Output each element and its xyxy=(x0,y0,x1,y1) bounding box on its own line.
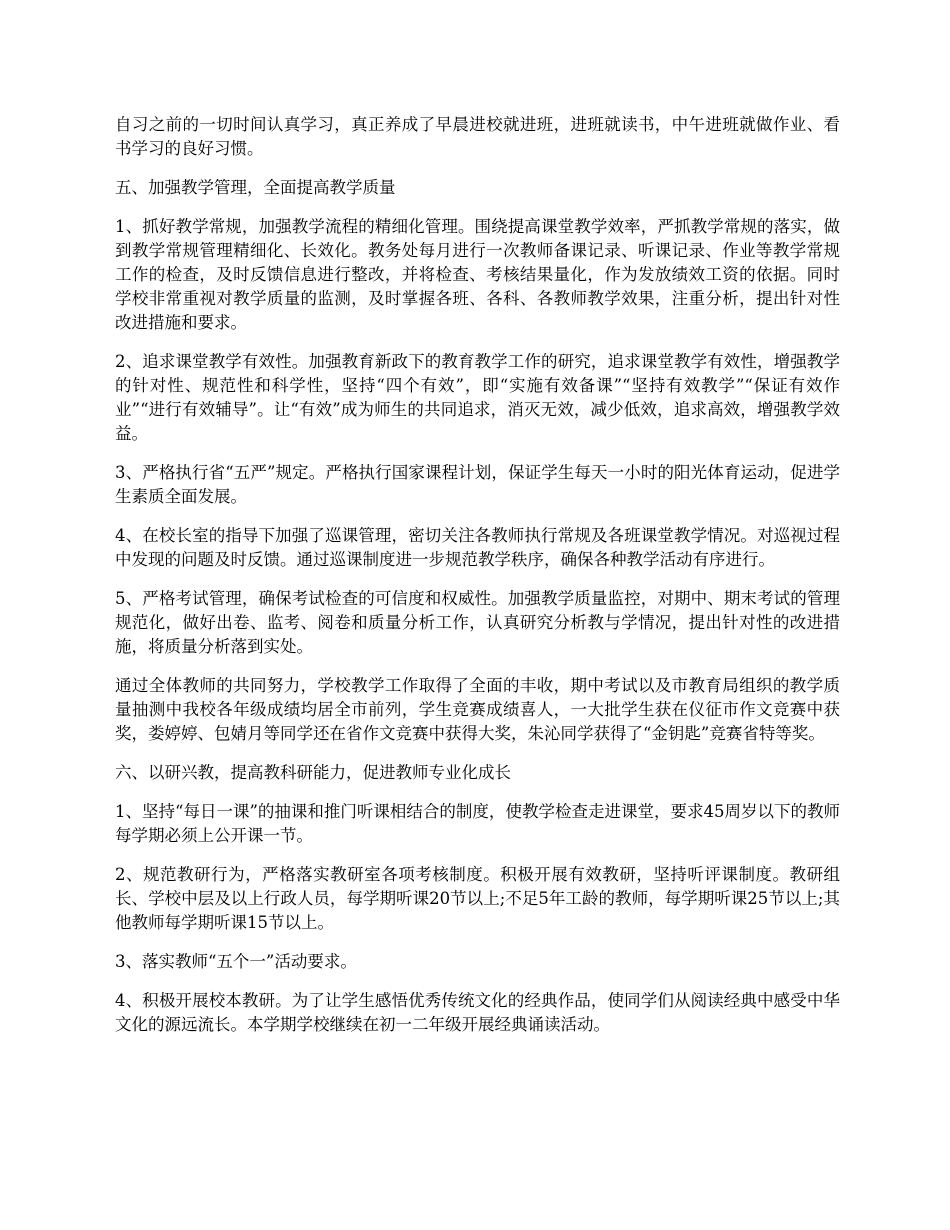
paragraph-6-3: 3、落实教师“五个一”活动要求。 xyxy=(115,952,357,971)
section-heading-5: 五、加强教学管理，全面提高教学质量 xyxy=(115,178,396,197)
paragraph-continuation: 自习之前的一切时间认真学习，真正养成了早晨进校就进班，进班就读书，中午进班就做作业、看书学习的良好习惯。 xyxy=(115,115,840,158)
paragraph-5-3: 3、严格执行省“五严”规定。严格执行国家课程计划，保证学生每天一小时的阳光体育运动，促进学生素质全面发展。 xyxy=(115,463,840,506)
paragraph-5-1: 1、抓好教学常规，加强教学流程的精细化管理。围绕提高课堂教学效率，严抓教学常规的落实，做到教学常规管理精细化、长效化。教务处每月进行一次教师备课记录、听课记录、作业等教学常规工作的检查，及时反馈信息进行整改，并将检查、考核结果量化，作为发放绩效工资的依据。同时学校非常重视对教学质量的监测，及时掌握各班、各科、各教师教学效果，注重分析，提出针对性改进措施和要求。 xyxy=(115,217,840,332)
paragraph-5-5: 5、严格考试管理，确保考试检查的可信度和权威性。加强教学质量监控，对期中、期末考试的管理规范化，做好出卷、监考、阅卷和质量分析工作，认真研究分析教与学情况，提出针对性的改进措施，将质量分析落到实处。 xyxy=(115,589,840,656)
paragraph-6-4: 4、积极开展校本教研。为了让学生感悟优秀传统文化的经典作品，使同学们从阅读经典中感受中华文化的源远流长。本学期学校继续在初一二年级开展经典诵读活动。 xyxy=(115,991,840,1034)
paragraph-5-2: 2、追求课堂教学有效性。加强教育新政下的教育教学工作的研究，追求课堂教学有效性，增强教学的针对性、规范性和科学性，坚持“四个有效”，即“实施有效备课”“坚持有效教学”“保证有效作业”“进行有效辅导”。让“有效”成为师生的共同追求，消灭无效，减少低效，追求高效，增强教学效益。 xyxy=(115,352,840,443)
paragraph-6-2: 2、规范教研行为，严格落实教研室各项考核制度。积极开展有效教研，坚持听评课制度。教研组长、学校中层及以上行政人员，每学期听课20节以上;不足5年工龄的教师，每学期听课25节以上;其他教师每学期听课15节以上。 xyxy=(115,865,840,932)
section-heading-6: 六、以研兴教，提高教科研能力，促进教师专业化成长 xyxy=(115,763,511,782)
paragraph-6-1: 1、坚持“每日一课”的抽课和推门听课相结合的制度，使教学检查走进课堂，要求45周岁以下的教师每学期必须上公开课一节。 xyxy=(115,802,840,845)
paragraph-summary: 通过全体教师的共同努力，学校教学工作取得了全面的丰收，期中考试以及市教育局组织的教学质量抽测中我校各年级成绩均居全市前列，学生竞赛成绩喜人，一大批学生获在仪征市作文竞赛中获奖，娄婷婷、包婧月等同学还在省作文竞赛中获得大奖，朱沁同学获得了“金钥匙”竞赛省特等奖。 xyxy=(115,676,840,743)
document-page xyxy=(115,113,840,1052)
paragraph-5-4: 4、在校长室的指导下加强了巡课管理，密切关注各教师执行常规及各班课堂教学情况。对巡视过程中发现的问题及时反馈。通过巡课制度进一步规范教学秩序，确保各种教学活动有序进行。 xyxy=(115,526,840,569)
